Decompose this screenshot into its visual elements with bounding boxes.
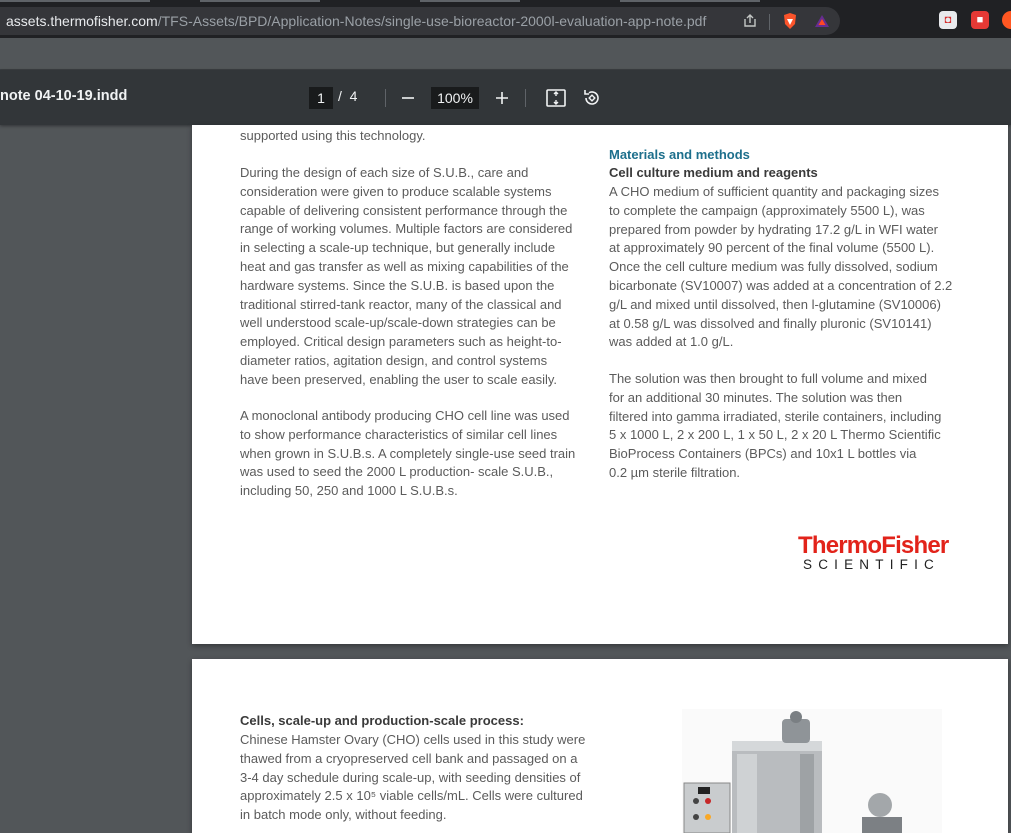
tab-indicator xyxy=(420,0,520,2)
page-count xyxy=(338,88,357,104)
address-bar[interactable] xyxy=(0,7,840,35)
document-title: note 04-10-19.indd xyxy=(0,88,128,104)
tab-indicator xyxy=(0,0,150,2)
pdf-page-2 xyxy=(192,659,1008,833)
text-line: to complete the campaign (approximately 5500 L), was xyxy=(609,202,925,218)
rotate-button[interactable] xyxy=(580,86,604,110)
text-line: bicarbonate (SV10007) was added at a concentration of 2.2 xyxy=(609,277,953,293)
text-line: diameter ratios, agitation design, and control systems xyxy=(240,352,548,368)
text-line: in batch mode only, without feeding. xyxy=(240,807,447,823)
paragraph-solution xyxy=(609,370,941,483)
thermofisher-logo: ThermoFisher xyxy=(798,532,949,559)
text-line: 0.2 µm sterile filtration. xyxy=(609,464,741,480)
text-line: employed. Critical design parameters such as height-to- xyxy=(240,334,562,350)
text-line: thawed from a cryopreserved cell bank and passaged on a xyxy=(240,750,578,766)
url-path: /TFS-Assets/BPD/Application-Notes/single-use-bioreactor-2000l-evaluation-app-note.pdf xyxy=(157,13,707,29)
text-line: prepared from powder by hydrating 17.2 g/L in WFI water xyxy=(609,221,939,237)
text-line: filtered into gamma irradiated, sterile containers, including xyxy=(609,408,942,424)
text-line: capable of delivering consistent performance through the xyxy=(240,202,568,218)
text-line: approximately 2.5 x 10⁵ viable cells/mL. Cells were cultured xyxy=(240,788,583,804)
text-line: for an additional 30 minutes. The solution was then xyxy=(609,389,903,405)
brave-shields-icon[interactable] xyxy=(780,11,800,31)
text-line: was added at 1.0 g/L. xyxy=(609,334,734,350)
url-text[interactable] xyxy=(6,13,706,29)
tab-indicator xyxy=(620,0,760,2)
pdf-page-1 xyxy=(192,125,1008,644)
divider xyxy=(525,89,526,107)
tab-indicator xyxy=(200,0,320,2)
brave-rewards-icon[interactable] xyxy=(812,11,832,31)
text-line: range of working volumes. Multiple factors are considered xyxy=(240,221,573,237)
divider xyxy=(769,14,770,30)
fit-page-icon xyxy=(546,89,566,107)
extension-pocket-icon[interactable]: ◘ xyxy=(939,11,957,29)
page-number-input[interactable]: 1 xyxy=(309,87,333,109)
browser-toolbar xyxy=(0,4,1011,38)
text-line: 3-4 day schedule during scale-up, with seeding densities of xyxy=(240,769,581,785)
text-line: A monoclonal antibody producing CHO cell line was used xyxy=(240,408,570,423)
extension-icon[interactable] xyxy=(1002,11,1011,29)
divider xyxy=(385,89,386,107)
extension-shield-icon[interactable]: ■ xyxy=(971,11,989,29)
pdf-toolbar xyxy=(0,70,1011,125)
text-line: heat and gas transfer as well as mixing capabilities of the xyxy=(240,258,569,274)
text-line: Once the cell culture medium was fully dissolved, sodium xyxy=(609,259,938,275)
paragraph-continuation xyxy=(240,127,426,146)
rotate-icon xyxy=(582,88,602,108)
text-line: including 50, 250 and 1000 L S.U.B.s. xyxy=(240,483,458,499)
text-line: have been preserved, enabling the user to scale easily. xyxy=(240,371,558,387)
page-separator: / xyxy=(338,88,342,104)
text-line: to show performance characteristics of similar cell lines xyxy=(240,426,558,442)
paragraph-design xyxy=(240,164,572,390)
section-heading: Materials and methods xyxy=(609,147,750,162)
section-heading: Cells, scale-up and production-scale process: xyxy=(240,713,524,728)
text-line: Chinese Hamster Ovary (CHO) cells used in this study were xyxy=(240,732,586,747)
text-line: traditional stirred-tank reactor, many of the classical and xyxy=(240,296,562,312)
text-line: at 0.58 g/L was dissolved and finally pluronic (SV10141) xyxy=(609,315,932,331)
text-line: at approximately 90 percent of the final volume (5500 L). xyxy=(609,240,935,256)
text-line: g/L and mixed until dissolved, then l-glutamine (SV10006) xyxy=(609,296,941,312)
text-line: hardware systems. Since the S.U.B. is based upon the xyxy=(240,277,555,293)
subsection-heading: Cell culture medium and reagents xyxy=(609,165,818,180)
text-line: when grown in S.U.B.s. A completely single-use seed train xyxy=(240,445,576,461)
total-pages: 4 xyxy=(349,88,358,104)
zoom-in-button[interactable] xyxy=(490,86,514,110)
text-line: in selecting a scale-up technique, but generally include xyxy=(240,240,556,256)
text-line: The solution was then brought to full volume and mixed xyxy=(609,371,927,386)
text-line: was used to seed the 2000 L production- scale S.U.B., xyxy=(240,464,554,480)
fit-to-page-button[interactable] xyxy=(544,86,568,110)
text-line: well understood scale-up/scale-down strategies can be xyxy=(240,315,556,331)
text-line: supported using this technology. xyxy=(240,128,426,143)
zoom-input[interactable]: 100% xyxy=(431,87,479,109)
paragraph-antibody xyxy=(240,407,575,501)
scientific-logo-text: SCIENTIFIC xyxy=(803,557,941,572)
zoom-out-button[interactable] xyxy=(396,86,420,110)
url-host: assets.thermofisher.com xyxy=(6,13,158,29)
minus-icon xyxy=(401,91,415,105)
text-line: A CHO medium of sufficient quantity and packaging sizes xyxy=(609,184,939,199)
text-line: BioProcess Containers (BPCs) and 10x1 L bottles via xyxy=(609,446,917,462)
text-line: consideration were given to produce scalable systems xyxy=(240,183,552,199)
text-line: 5 x 1000 L, 2 x 200 L, 1 x 50 L, 2 x 20 L Thermo Scientific xyxy=(609,427,941,443)
share-icon[interactable] xyxy=(740,11,760,31)
plus-icon xyxy=(495,91,509,105)
paragraph-medium xyxy=(609,183,952,352)
bioreactor-image xyxy=(682,709,942,833)
paragraph-cells xyxy=(240,731,585,825)
text-line: During the design of each size of S.U.B., care and xyxy=(240,165,529,180)
